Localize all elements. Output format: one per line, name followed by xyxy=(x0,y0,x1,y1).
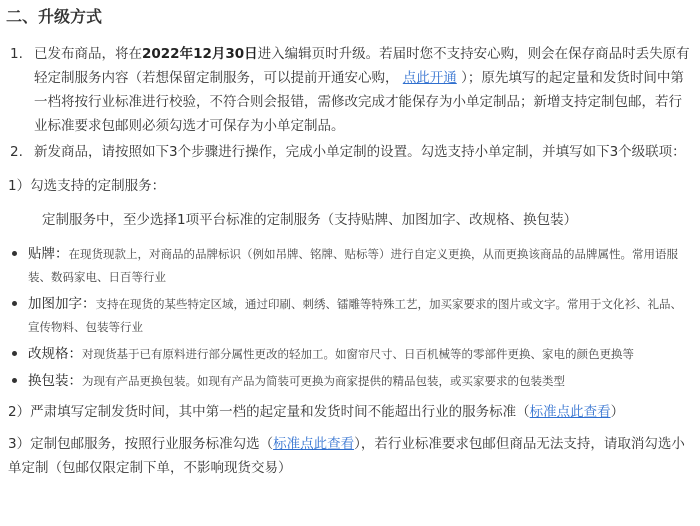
service-desc: 为现有产品更换包装。如现有产品为简装可更换为商家提供的精品包装，或买家要求的包装类型 xyxy=(82,374,565,388)
item-text: 新发商品，请按照如下3个步骤进行操作，完成小单定制的设置。勾选支持小单定制，并填写如下3个级联项： xyxy=(34,144,686,160)
service-term: 换包装： xyxy=(28,373,82,389)
item-text: ）；原先填写的起定量和发货时间中第一档将按行业标准进行校验，不符合则会报错，需修改完成才能保存为小单定制品；新增支持定制包邮，若行业标准要求包邮则必须勾选才可保存为小单定制品。 xyxy=(34,70,684,134)
upgrade-item-1 xyxy=(6,42,690,138)
service-desc: 支持在现货的某些特定区域，通过印刷、刺绣、镭雕等特殊工艺，加买家要求的图片或文字。常用于文化衫、礼品、宣传物料、包装等行业 xyxy=(28,297,682,334)
service-term: 贴牌： xyxy=(28,246,69,262)
standard-link[interactable]: 标准点此查看 xyxy=(529,404,611,420)
service-term: 改规格： xyxy=(28,346,82,362)
item-text: 已发布商品，将在 xyxy=(34,46,142,62)
bullet-icon xyxy=(12,301,17,306)
step-2 xyxy=(6,400,690,424)
list-item xyxy=(6,292,690,338)
service-term: 加图加字： xyxy=(28,296,96,312)
item-text: 进入编辑页时升级。若届时您不支持安心购，则会在保存商品时丢失原有轻定制服务内容（若想保留定制服务，可以提前开通安心购， xyxy=(34,46,690,86)
item-number: 2. xyxy=(10,144,23,160)
upgrade-item-2 xyxy=(6,140,690,164)
open-anxin-link[interactable]: 点此开通 xyxy=(402,70,457,86)
step-2-text: 2）严肃填写定制发货时间，其中第一档的起定量和发货时间不能超出行业的服务标准（ xyxy=(8,404,530,420)
step-2-text: ） xyxy=(610,404,625,420)
standard-link[interactable]: 标准点此查看 xyxy=(273,436,355,452)
service-desc: 在现货现款上，对商品的品牌标识（例如吊牌、铭牌、贴标等）进行自定义更换，从而更换该商品的品牌属性。常用语服装、数码家电、日百等行业 xyxy=(28,247,678,284)
step-3 xyxy=(6,432,690,480)
step-1-title: 1）勾选支持的定制服务： xyxy=(8,178,166,194)
item-date: 2022年12月30日 xyxy=(142,46,258,62)
list-item xyxy=(6,242,690,288)
step-3-text: ），若行业标准要求包邮但商品无法支持，请取消勾选小单定制（包邮仅限定制下单，不影响现货交易） xyxy=(8,436,685,476)
list-item xyxy=(6,369,690,392)
bullet-icon xyxy=(12,351,17,356)
service-list xyxy=(6,242,690,392)
section-heading: 二、升级方式 xyxy=(6,7,103,26)
step-3-text: 3）定制包邮服务，按照行业服务标准勾选（ xyxy=(8,436,274,452)
service-desc: 对现货基于已有原料进行部分属性更改的轻加工。如窗帘尺寸、日百机械等的零部件更换、家电的颜色更换等 xyxy=(82,347,634,361)
list-item xyxy=(6,342,690,365)
step-1-note: 定制服务中，至少选择1项平台标准的定制服务（支持贴牌、加图加字、改规格、换包装） xyxy=(42,212,578,228)
bullet-icon xyxy=(12,378,17,383)
bullet-icon xyxy=(12,251,17,256)
item-number: 1. xyxy=(10,46,23,62)
